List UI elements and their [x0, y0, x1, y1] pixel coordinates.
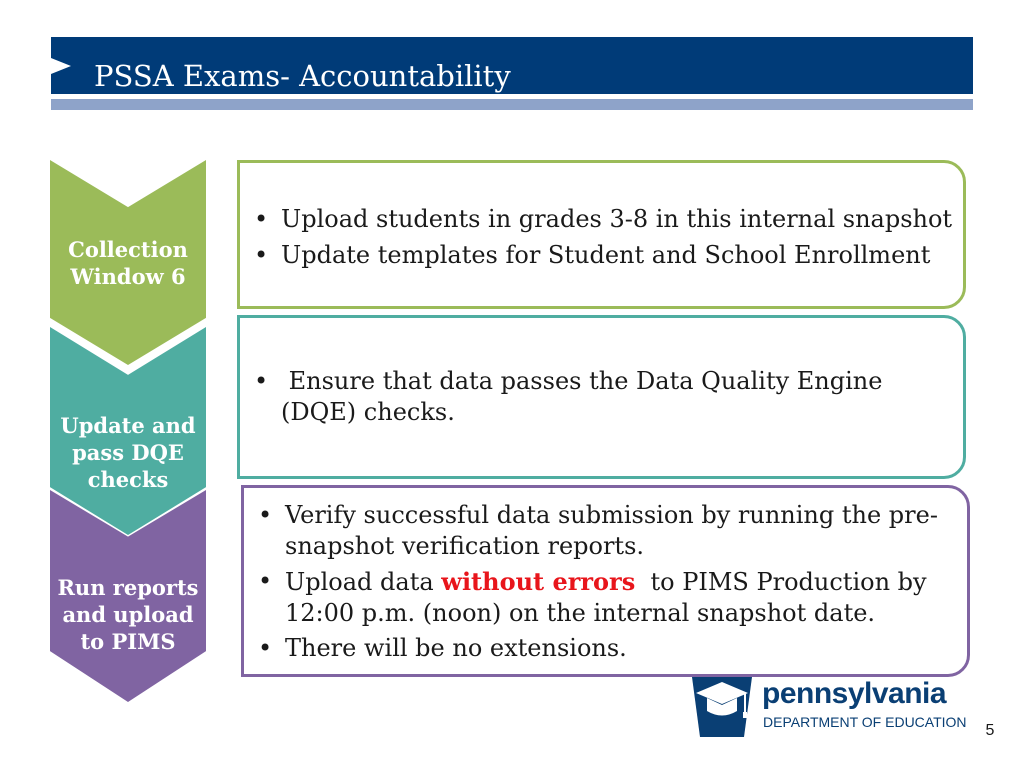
step-2-details	[237, 315, 966, 479]
bullet-icon: •	[254, 241, 269, 269]
logo-subtitle: DEPARTMENT OF EDUCATION	[763, 714, 967, 730]
step-1-label: Collection Window 6	[68, 237, 188, 289]
pa-education-logo	[690, 671, 967, 737]
bullet-text-after: to PIMS Production by 12:00 p.m. (noon) on the internal snapshot date.	[285, 568, 935, 627]
bullet-item	[254, 201, 954, 237]
logo-wordmark: pennsylvania	[762, 677, 947, 710]
bullet-item	[254, 237, 954, 273]
bullet-icon: •	[254, 367, 269, 395]
bullet-icon: •	[258, 567, 273, 595]
step-2-label: Update and pass DQE checks	[60, 413, 196, 492]
bullet-item	[258, 633, 958, 664]
bullet-text: Update templates for Student and School Enrollment	[281, 241, 931, 269]
keystone-graduation-cap-icon	[690, 671, 754, 737]
bullet-text: Ensure that data passes the Data Quality Engine (DQE) checks.	[281, 367, 891, 426]
bullet-icon: •	[254, 205, 269, 233]
emphasis-text: without errors	[441, 567, 636, 596]
bullet-icon: •	[258, 634, 273, 662]
page-number: 5	[985, 722, 995, 739]
title-arrow-icon	[51, 58, 71, 74]
bullet-item	[254, 366, 954, 428]
bullet-text-before: Upload data	[285, 568, 442, 596]
title-underline	[51, 99, 973, 110]
bullet-item	[258, 566, 958, 629]
bullet-icon: •	[258, 501, 273, 529]
bullet-text	[285, 568, 934, 627]
step-3-label: Run reports and upload to PIMS	[57, 575, 199, 654]
step-1-details	[237, 160, 966, 309]
slide-title: PSSA Exams- Accountability	[94, 59, 511, 93]
bullet-text: Verify successful data submission by running the pre-snapshot verification reports.	[285, 501, 938, 560]
step-3-details	[241, 485, 970, 677]
bullet-text: Upload students in grades 3-8 in this internal snapshot	[281, 205, 953, 233]
bullet-item	[258, 500, 958, 562]
bullet-text: There will be no extensions.	[285, 634, 627, 662]
